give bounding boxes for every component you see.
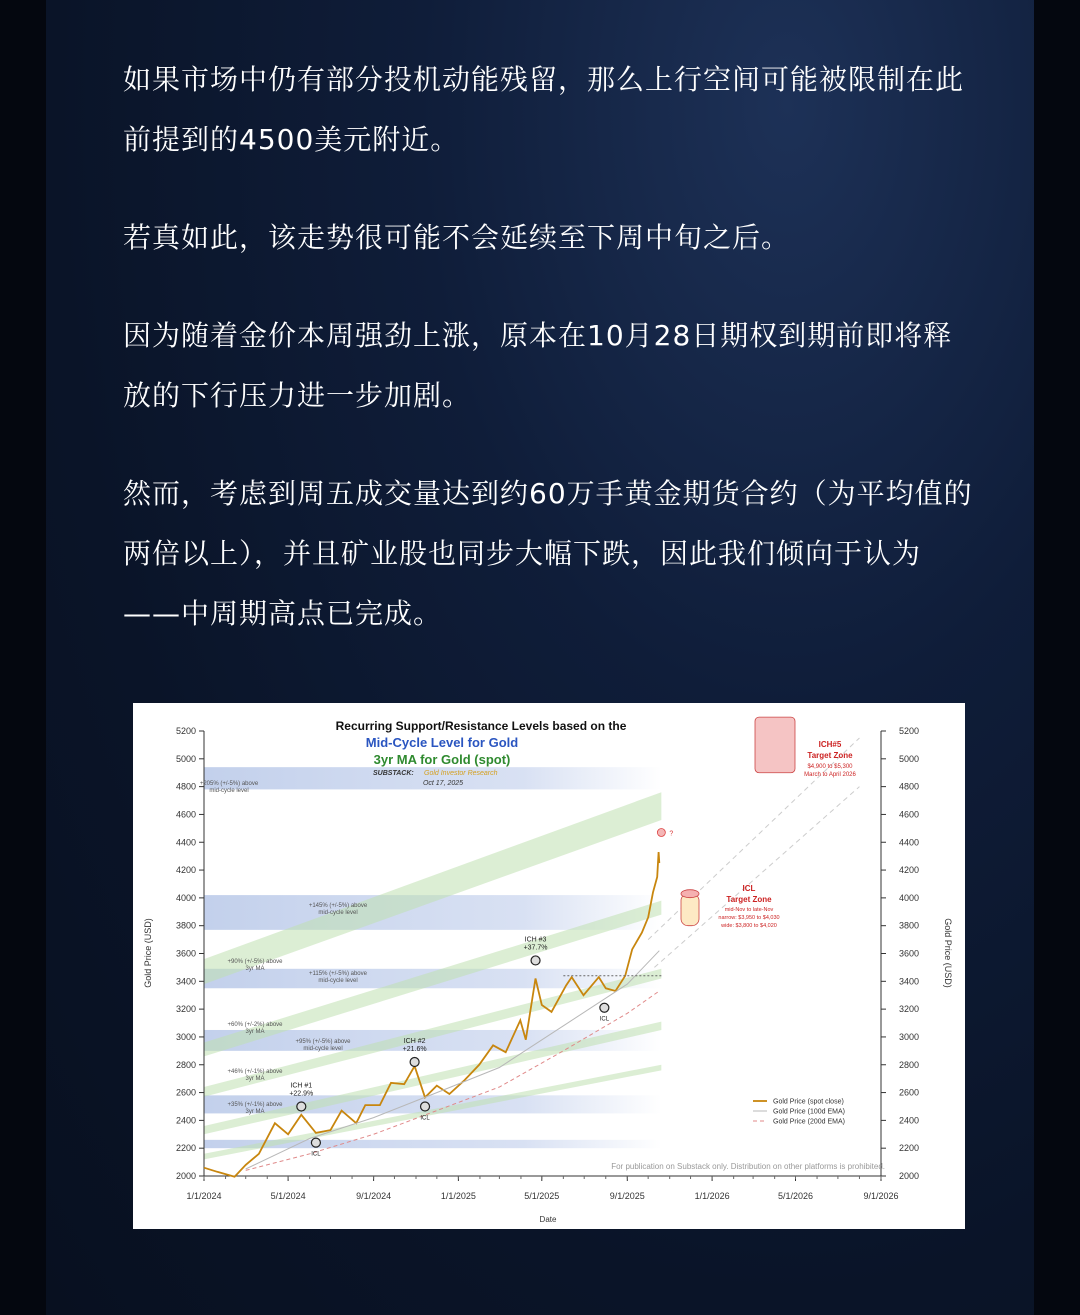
x-tick-label: 5/1/2026 xyxy=(777,1191,814,1201)
cycle-marker-4 xyxy=(421,1102,430,1111)
y-tick-label-right: 4000 xyxy=(899,892,920,903)
y-tick-label-right: 2400 xyxy=(899,1115,920,1126)
y-tick-label-left: 4400 xyxy=(175,837,196,848)
x-tick-label: 9/1/2024 xyxy=(356,1191,392,1201)
y-tick-label-left: 4800 xyxy=(175,781,196,792)
icl-wide: wide: $3,800 to $4,020 xyxy=(721,923,777,929)
y-tick-label-left: 2200 xyxy=(175,1143,196,1154)
y-tick-label-right: 2800 xyxy=(899,1059,920,1070)
paragraph-3: 因为随着金价本周强劲上涨，原本在10月28日期权到期前即将释放的下行压力进一步加剧。 xyxy=(123,319,953,412)
y-tick-label-right: 3600 xyxy=(899,948,920,959)
projection-line-2 xyxy=(654,787,859,968)
cycle-low-3: ICL xyxy=(311,1151,321,1158)
blue-band-label-1: +145% (+/-5%) above xyxy=(308,903,368,909)
icl-timing: mid-Nov to late-Nov xyxy=(724,907,774,913)
y-tick-label-left: 2400 xyxy=(175,1115,196,1126)
x-axis-label: Date xyxy=(539,1215,557,1224)
green-band-0 xyxy=(204,792,661,984)
x-tick-label: 1/1/2024 xyxy=(186,1191,222,1201)
gold-chart-figure xyxy=(133,703,965,1229)
y-tick-label-right: 4400 xyxy=(899,837,920,848)
x-tick-label: 1/1/2025 xyxy=(440,1191,476,1201)
y-tick-label-right: 2000 xyxy=(899,1171,920,1181)
blue-band-sublabel-0: mid-cycle level xyxy=(209,788,249,794)
paragraph-4: 然而，考虑到周五成交量达到约60万手黄金期货合约（为平均值的两倍以上），并且矿业股也同步大幅下跌，因此我们倾向于认为——中周期高点已完成。 xyxy=(123,477,973,630)
icl-title: ICL xyxy=(742,884,756,893)
y-tick-label-right: 3200 xyxy=(899,1004,920,1015)
chart-date: Oct 17, 2025 xyxy=(422,780,464,787)
cycle-label-1: ICH #2 xyxy=(403,1037,426,1045)
green-band-label-3: +35% (+/-1%) above xyxy=(227,1102,283,1108)
green-band-sublabel-3: 3yr MA xyxy=(245,1109,265,1115)
green-band-label-0: +90% (+/-5%) above xyxy=(227,959,283,965)
cycle-low-5: ICL xyxy=(599,1016,610,1023)
cycle-change-0: +22.9% xyxy=(289,1090,314,1098)
chart-title: Recurring Support/Resistance Levels based on the xyxy=(335,719,627,733)
y-tick-label-right: 3400 xyxy=(899,976,920,987)
y-tick-label-right: 3800 xyxy=(899,920,920,931)
cycle-marker-0 xyxy=(297,1102,306,1111)
left-margin xyxy=(0,0,46,1315)
cycle-marker-5 xyxy=(600,1003,609,1012)
y-tick-label-left: 4000 xyxy=(175,892,196,903)
chart-title-line2: Mid-Cycle Level for Gold xyxy=(365,735,519,750)
y-tick-label-left: 3800 xyxy=(175,920,196,931)
chart-title-line3: 3yr MA for Gold (spot) xyxy=(373,752,511,767)
paragraph-2: 若真如此，该走势很可能不会延续至下周中旬之后。 xyxy=(123,221,791,254)
chart-axes xyxy=(176,726,919,1201)
y-axis-label-left: Gold Price (USD) xyxy=(143,918,153,988)
right-margin xyxy=(1034,0,1080,1315)
icl-target-cap xyxy=(681,890,699,898)
blue-band-sublabel-1: mid-cycle level xyxy=(318,910,358,916)
paragraph-1: 如果市场中仍有部分投机动能残留，那么上行空间可能被限制在此前提到的4500美元附近。 xyxy=(123,63,965,156)
chart-disclaimer: For publication on Substack only. Distribution on other platforms is prohibited. xyxy=(611,1162,885,1171)
y-tick-label-left: 4600 xyxy=(175,809,196,820)
cycle-marker-1 xyxy=(410,1057,419,1066)
cycle-label-2: ICH #3 xyxy=(524,936,547,944)
x-tick-label: 9/1/2025 xyxy=(609,1191,645,1201)
x-tick-label: 1/1/2026 xyxy=(694,1191,730,1201)
ich5-title: ICH#5 xyxy=(818,740,842,749)
green-band-label-1: +60% (+/-2%) above xyxy=(227,1022,283,1028)
x-tick-label: 5/1/2024 xyxy=(270,1191,306,1201)
substack-label: SUBSTACK: xyxy=(373,770,414,777)
gold-chart xyxy=(133,703,965,1229)
green-band-sublabel-2: 3yr MA xyxy=(245,1076,265,1082)
y-tick-label-left: 3400 xyxy=(175,976,196,987)
icl-subtitle: Target Zone xyxy=(726,895,772,904)
y-tick-label-left: 2600 xyxy=(175,1087,196,1098)
blue-band-label-2: +115% (+/-5%) above xyxy=(309,971,367,977)
y-tick-label-left: 2000 xyxy=(175,1171,196,1181)
y-tick-label-right: 4600 xyxy=(899,809,920,820)
cycle-change-1: +21.6% xyxy=(402,1045,427,1053)
legend-label-1: Gold Price (100d EMA) xyxy=(773,1108,845,1116)
y-tick-label-left: 3000 xyxy=(175,1031,196,1042)
ich5-subtitle: Target Zone xyxy=(807,751,853,760)
x-tick-label: 9/1/2026 xyxy=(863,1191,899,1201)
green-band-sublabel-1: 3yr MA xyxy=(245,1029,265,1035)
ich5-timing: March to April 2026 xyxy=(804,772,856,778)
y-tick-label-right: 4200 xyxy=(899,865,920,876)
y-tick-label-right: 2600 xyxy=(899,1087,920,1098)
y-tick-label-left: 5200 xyxy=(175,726,196,736)
y-tick-label-left: 3200 xyxy=(175,1004,196,1015)
cycle-marker-3 xyxy=(311,1138,320,1147)
cycle-marker-2 xyxy=(531,956,540,965)
blue-band-label-3: +95% (+/-5%) above xyxy=(295,1039,351,1045)
legend-label-2: Gold Price (200d EMA) xyxy=(773,1118,845,1126)
blue-band-label-0: +205% (+/-5%) above xyxy=(199,781,259,787)
green-band-sublabel-0: 3yr MA xyxy=(245,966,265,972)
cycle-label-0: ICH #1 xyxy=(290,1082,313,1090)
icl-narrow: narrow: $3,950 to $4,030 xyxy=(718,915,780,921)
x-tick-label: 5/1/2025 xyxy=(524,1191,560,1201)
y-tick-label-right: 4800 xyxy=(899,781,920,792)
green-band-label-2: +46% (+/-1%) above xyxy=(227,1069,283,1075)
y-tick-label-left: 2800 xyxy=(175,1059,196,1070)
y-tick-label-left: 3600 xyxy=(175,948,196,959)
legend-label-0: Gold Price (spot close) xyxy=(773,1098,844,1106)
blue-band-sublabel-3: mid-cycle level xyxy=(303,1046,343,1052)
cycle-low-4: ICL xyxy=(420,1115,430,1122)
question-label: ? xyxy=(669,830,674,838)
blue-band-sublabel-2: mid-cycle level xyxy=(318,978,358,984)
cycle-change-2: +37.7% xyxy=(523,944,548,952)
icl-target-box xyxy=(681,894,699,926)
y-tick-label-left: 5000 xyxy=(175,753,196,764)
y-tick-label-left: 4200 xyxy=(175,865,196,876)
question-marker xyxy=(657,829,665,837)
substack-name: Gold Investor Research xyxy=(424,770,498,777)
y-tick-label-right: 5200 xyxy=(899,726,920,736)
ich5-range: $4,900 to $5,300 xyxy=(807,764,853,770)
y-axis-label-right: Gold Price (USD) xyxy=(943,918,953,988)
y-tick-label-right: 5000 xyxy=(899,753,920,764)
y-tick-label-right: 3000 xyxy=(899,1031,920,1042)
ich5-target-box xyxy=(755,717,795,773)
y-tick-label-right: 2200 xyxy=(899,1143,920,1154)
